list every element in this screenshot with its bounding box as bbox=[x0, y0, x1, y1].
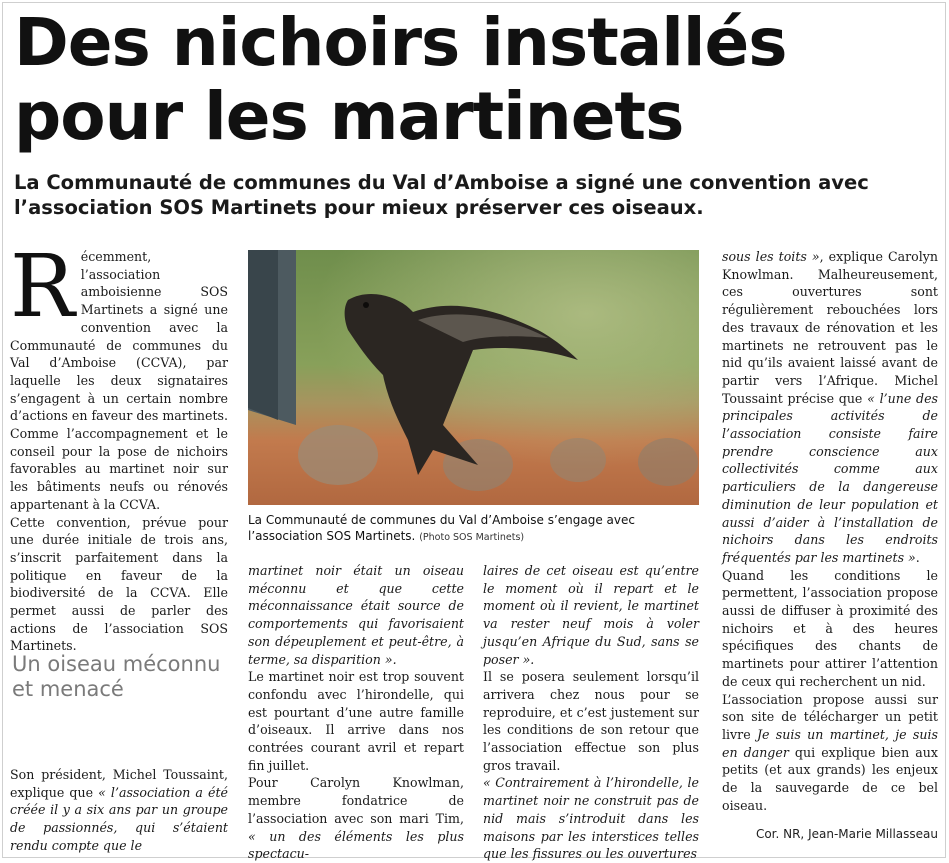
intro-text: écemment, l’association amboisienne SOS Martinets a signé une convention avec la Communauté de communes du Val d’Amboise (CCVA), par laquelle les deux signataires s’engagent à un certain nombre d’actions en faveur des martinets. Comme l’accompagnement et le conseil pour la pose de nichoirs favorables au martinet noir sur les bâtiments neufs ou rénovés appartenant à la CCVA. bbox=[10, 249, 228, 512]
livre-end: qui explique bien aux petits (et aux grands) les enjeux de la sauvegarde de ce bel oiseau. bbox=[722, 744, 938, 813]
standfirst: La Communauté de communes du Val d’Amboise a signé une convention avec l’association SOS Martinets pour mieux préserver ces oiseaux. bbox=[14, 171, 869, 219]
col2-quote bbox=[248, 562, 464, 668]
president-quote: « l’association a été créée il y a six ans par un groupe de passionnés, qui s’étaient rendu compte que le bbox=[10, 784, 229, 853]
column-1-lower bbox=[10, 766, 228, 855]
photo-credit: (Photo SOS Martinets) bbox=[419, 532, 525, 543]
headline-line-1: Des nichoirs installés bbox=[14, 4, 787, 81]
toits-text: , explique Carolyn Knowlman. Malheureusement, ces ouvertures sont régulièrement rebouchées lors des travaux de rénovation et les martinets ne retrouvent pas le nid qu’ils avaient laissé avant de partir vers l’Afrique. Michel Toussaint précise que bbox=[722, 249, 938, 406]
col2-paragraph-hirondelle: Le martinet noir est trop souvent confondu avec l’hirondelle, qui est pourtant d’une autre famille d’oiseaux. Il arrive dans nos contrées courant avril et repart fin juillet. bbox=[248, 669, 464, 773]
col4-paragraph-chants: Quand les conditions le permettent, l’association propose aussi de diffuser à proximité des nichoirs et à des heures spécifiques des chants de martinets pour attirer l’attention de ceux qui recherchent un nid. bbox=[722, 567, 938, 689]
swift-bird-photo-icon bbox=[248, 250, 699, 505]
col3-quote-text: laires de cet oiseau est qu’entre le moment où il repart et le moment où il revient, le martinet va rester neuf mois à voler jusqu’en Afrique du Sud, sans se poser ». bbox=[483, 563, 699, 667]
column-4 bbox=[722, 248, 938, 815]
swift-photo bbox=[248, 250, 699, 505]
livre-intro: L’association propose aussi sur son site de télécharger un petit livre bbox=[722, 691, 938, 742]
byline: Cor. NR, Jean-Marie Millasseau bbox=[755, 827, 938, 841]
knowlman-quote: « un des éléments les plus spectacu- bbox=[248, 828, 464, 862]
col3-paragraph-retour: Il se posera seulement lorsqu’il arrivera chez nous pour se reproduire, et c’est justement sur les conditions de son retour que l’association effectue son plus gros travail. bbox=[483, 669, 699, 773]
caption-text: La Communauté de communes du Val d’Amboise s’engage avec l’association SOS Martinets. bbox=[248, 513, 635, 543]
column-2 bbox=[248, 562, 464, 863]
drop-cap: R bbox=[10, 237, 75, 337]
col4-paragraph-toits bbox=[722, 248, 938, 567]
photo-caption bbox=[248, 512, 699, 546]
col3-quote-hirondelle-text: « Contrairement à l’hirondelle, le martinet noir ne construit pas de nid mais s’introduit dans les maisons par les interstices telles que les fissures ou les ouvertures bbox=[483, 775, 699, 862]
column-1 bbox=[10, 237, 228, 655]
president-intro: Son président, Michel Toussaint, explique que bbox=[10, 767, 228, 800]
toits-quote: sous les toits » bbox=[722, 249, 820, 264]
toussaint-end: . bbox=[915, 549, 920, 565]
headline bbox=[14, 6, 787, 154]
col2-quote-text: martinet noir était un oiseau méconnu et que cette méconnaissance était source de comportements qui favorisaient son dépeuplement et peut-être, à terme, sa disparition ». bbox=[248, 563, 464, 667]
subheading: Un oiseau méconnu et menacé bbox=[12, 652, 221, 701]
intro-paragraph bbox=[10, 237, 228, 514]
col2-paragraph-knowlman bbox=[248, 774, 464, 863]
toussaint-quote: « l’une des principales activités de l’association consiste faire prendre conscience aux collectivités comme aux particuliers de la dangereuse diminution de leur population et aussi d’aider à l’installation de nichoirs dans les endroits fréquentés par les martinets » bbox=[722, 390, 938, 565]
livre-title: Je suis un martinet, je suis en danger bbox=[722, 726, 938, 760]
col3-quote-hirondelle bbox=[483, 774, 699, 863]
headline-line-2: pour les martinets bbox=[14, 78, 684, 155]
convention-paragraph: Cette convention, prévue pour une durée initiale de trois ans, s’inscrit parfaitement dans la politique en faveur de la biodiversité de la CCVA. Elle permet aussi de parler des actions de l’association SOS Martinets. bbox=[10, 514, 228, 654]
president-paragraph bbox=[10, 766, 228, 855]
col3-quote bbox=[483, 562, 699, 668]
column-3 bbox=[483, 562, 699, 863]
col4-paragraph-livre bbox=[722, 691, 938, 815]
knowlman-intro: Pour Carolyn Knowlman, membre fondatrice de l’association avec son mari Tim, bbox=[248, 775, 464, 826]
